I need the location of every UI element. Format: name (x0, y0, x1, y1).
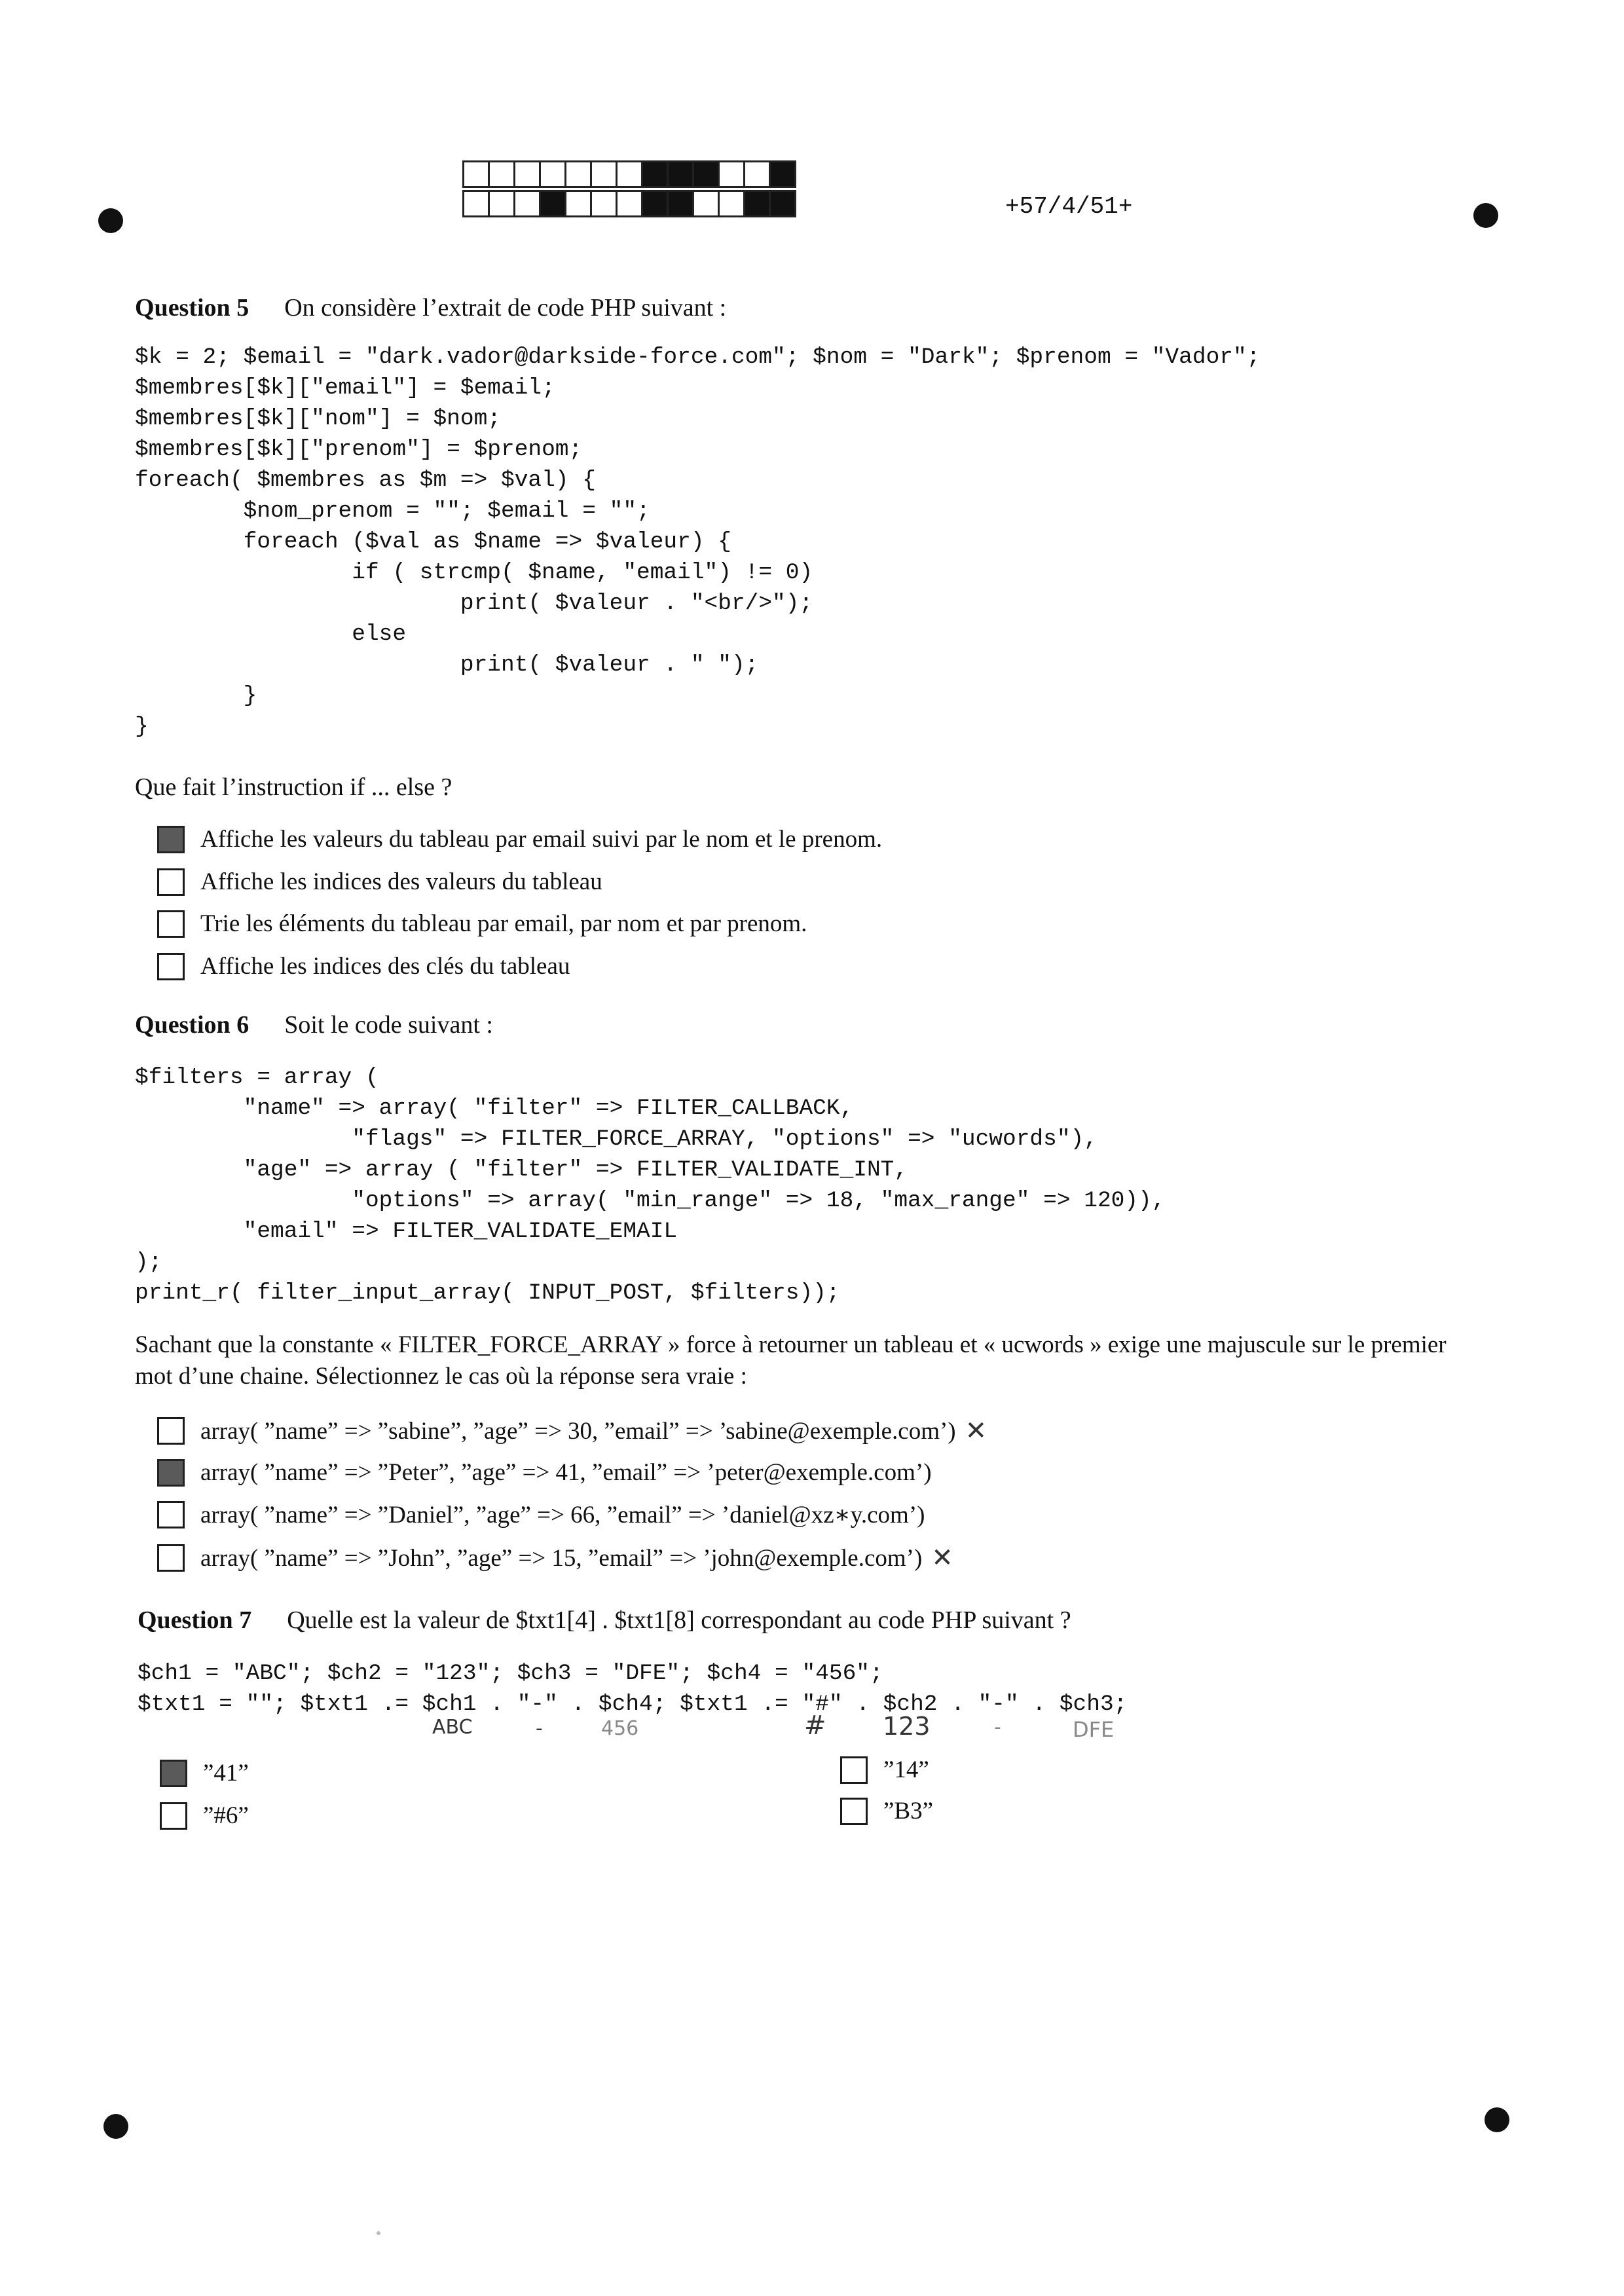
handwritten-note-456: 456 (601, 1717, 639, 1740)
code-grid-cell (667, 160, 694, 188)
q5-option-4-checkbox[interactable] (157, 953, 185, 980)
q7-option-3-checkbox[interactable] (160, 1802, 187, 1830)
code-grid-row (462, 160, 794, 188)
q7-option-1-text: ”41” (203, 1760, 249, 1787)
q7-option-3[interactable] (160, 1802, 249, 1830)
question-5-code: $k = 2; $email = "dark.vador@darkside-force.com"; $nom = "Dark"; $prenom = "Vador"; $membres[$k]["email"] = $email; $membres[$k]["nom"] = $nom; $membres[$k]["prenom"] = $prenom; foreach( $membres as $m => $val) { $nom_prenom = ""; $email = ""; foreach ($val as $name => $valeur) { if ( strcmp( $name, "email") != 0) print( $valeur . "<br/>"); else print( $valeur . " "); } } (135, 344, 1261, 739)
q6-option-1-cross-mark: ✕ (965, 1416, 987, 1446)
q5-option-3-text: Trie les éléments du tableau par email, par nom et par prenom. (200, 910, 807, 937)
code-grid-cell (462, 160, 490, 188)
question-6-code: $filters = array ( "name" => array( "filter" => FILTER_CALLBACK, "flags" => FILTER_FORCE_ARRAY, "options" => "ucwords"), "age" => array ( "filter" => FILTER_VALIDATE_INT, "options" => array( "min_range" => 18, "max_range" => 120)), "email" => FILTER_VALIDATE_EMAIL ); print_r( filter_input_array( INPUT_POST, $filters)); (135, 1065, 1166, 1306)
code-grid-cell (718, 190, 745, 217)
code-grid-cell (513, 160, 541, 188)
handwritten-note-abc: ABC (432, 1716, 473, 1739)
handwritten-note-dash-1: - (536, 1717, 543, 1740)
question-5-heading (135, 293, 726, 322)
q5-option-3[interactable] (157, 910, 807, 938)
q7-option-1-checkbox[interactable] (160, 1760, 187, 1787)
q5-option-2-checkbox[interactable] (157, 868, 185, 896)
question-6-label: Question 6 (135, 1011, 249, 1039)
code-grid-cell (692, 190, 720, 217)
question-7-heading (138, 1606, 1071, 1635)
q6-option-1-checkbox[interactable] (157, 1417, 185, 1445)
code-grid-cell (641, 190, 669, 217)
question-5-question: Que fait l’instruction if ... else ? (135, 773, 452, 801)
q7-option-4[interactable] (840, 1797, 933, 1825)
question-7-prompt: Quelle est la valeur de $txt1[4] . $txt1[8] correspondant au code PHP suivant ? (287, 1606, 1071, 1634)
q7-option-2-text: ”14” (883, 1756, 929, 1783)
q7-option-2-checkbox[interactable] (840, 1756, 868, 1784)
question-6-heading (135, 1010, 493, 1039)
q6-option-2[interactable] (157, 1458, 932, 1487)
code-grid-cell (667, 190, 694, 217)
question-5-label: Question 5 (135, 294, 249, 322)
code-grid-cell (743, 190, 771, 217)
question-7-label: Question 7 (138, 1606, 252, 1634)
question-6-prompt: Soit le code suivant : (284, 1011, 493, 1039)
code-grid-cell (692, 160, 720, 188)
q7-option-3-text: ”#6” (203, 1802, 249, 1829)
code-grid-row (462, 190, 794, 217)
registration-mark-bottom-right (1485, 2107, 1509, 2132)
code-grid-cell (564, 190, 592, 217)
q7-option-4-text: ”B3” (883, 1798, 934, 1824)
handwritten-note-dfe: DFE (1073, 1717, 1115, 1742)
code-grid-cell (641, 160, 669, 188)
q5-option-1-checkbox[interactable] (157, 826, 185, 853)
q5-option-2-text: Affiche les indices des valeurs du tableau (200, 868, 602, 895)
q6-option-4-text: array( ”name” => ”John”, ”age” => 15, ”email” => ’john@exemple.com’) (200, 1544, 923, 1572)
q7-option-1[interactable] (160, 1759, 249, 1787)
code-grid-cell (513, 190, 541, 217)
q7-option-4-checkbox[interactable] (840, 1798, 868, 1825)
student-code-grid (462, 160, 794, 219)
q6-option-2-checkbox[interactable] (157, 1459, 185, 1487)
q6-option-1[interactable] (157, 1416, 987, 1446)
code-grid-cell (488, 160, 515, 188)
registration-mark-top-right (1473, 203, 1498, 228)
q5-option-2[interactable] (157, 868, 602, 896)
code-grid-cell (769, 160, 796, 188)
code-grid-cell (488, 190, 515, 217)
page-id: +57/4/51+ (1005, 193, 1133, 220)
q5-option-1-text: Affiche les valeurs du tableau par email suivi par le nom et le prenom. (200, 826, 883, 853)
handwritten-note-123: 123 (883, 1712, 931, 1741)
registration-mark-bottom-left (103, 2114, 128, 2139)
code-grid-cell (539, 160, 566, 188)
question-5-prompt: On considère l’extrait de code PHP suivant : (284, 294, 727, 322)
code-grid-cell (718, 160, 745, 188)
q6-option-3-checkbox[interactable] (157, 1501, 185, 1528)
q5-option-4-text: Affiche les indices des clés du tableau (200, 953, 570, 980)
code-grid-cell (564, 160, 592, 188)
q7-option-2[interactable] (840, 1756, 929, 1784)
q6-option-4[interactable] (157, 1543, 953, 1573)
code-grid-cell (539, 190, 566, 217)
q6-option-2-text: array( ”name” => ”Peter”, ”age” => 41, ”email” => ’peter@exemple.com’) (200, 1459, 932, 1486)
code-grid-cell (769, 190, 796, 217)
handwritten-note-hash: # (804, 1711, 826, 1741)
question-6-description: Sachant que la constante « FILTER_FORCE_ARRAY » force à retourner un tableau et « ucwords » exige une majuscule sur le premier mot d’une chaine. Sélectionnez le cas où la réponse sera vraie : (135, 1331, 1447, 1390)
code-grid-cell (616, 190, 643, 217)
q5-option-1[interactable] (157, 825, 882, 853)
q6-option-4-cross-mark: ✕ (931, 1543, 953, 1573)
q6-option-3[interactable] (157, 1500, 925, 1529)
q6-option-1-text: array( ”name” => ”sabine”, ”age” => 30, ”email” => ’sabine@exemple.com’) (200, 1417, 956, 1445)
q5-option-3-checkbox[interactable] (157, 910, 185, 938)
code-grid-cell (743, 160, 771, 188)
q6-option-4-checkbox[interactable] (157, 1544, 185, 1572)
code-grid-cell (590, 190, 618, 217)
handwritten-note-dash-2: - (994, 1716, 1001, 1739)
question-7-code: $ch1 = "ABC"; $ch2 = "123"; $ch3 = "DFE"; $ch4 = "456"; $txt1 = ""; $txt1 .= $ch1 . "-" . $ch4; $txt1 .= "#" . $ch2 . "-" . $ch3; (138, 1661, 1128, 1717)
q6-option-3-text: array( ”name” => ”Daniel”, ”age” => 66, ”email” => ’daniel@xz∗y.com’) (200, 1502, 925, 1528)
code-grid-cell (590, 160, 618, 188)
q5-option-4[interactable] (157, 952, 570, 980)
scan-speck (377, 2231, 380, 2235)
code-grid-cell (616, 160, 643, 188)
code-grid-cell (462, 190, 490, 217)
registration-mark-top-left (98, 208, 123, 233)
